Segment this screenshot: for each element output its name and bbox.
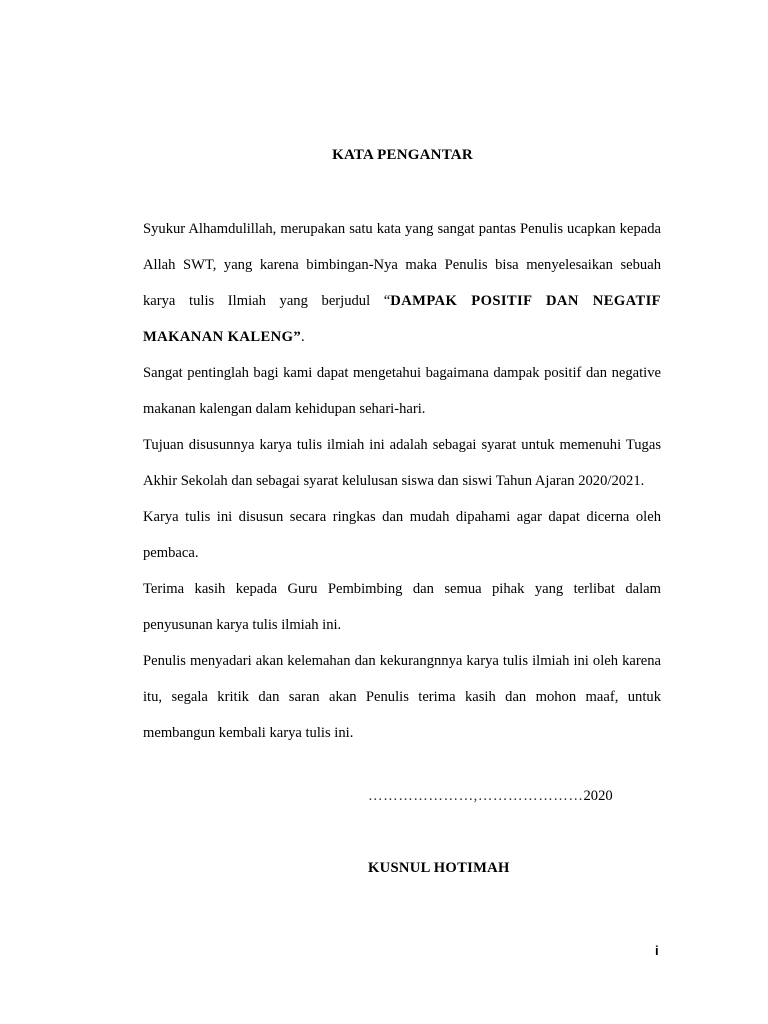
paragraph-intro [143, 211, 661, 355]
paragraph-purpose: Tujuan disusunnya karya tulis ilmiah ini adalah sebagai syarat untuk memenuhi Tugas Akhir Sekolah dan sebagai syarat kelulusan siswa dan siswi Tahun Ajaran 2020/2021. [143, 437, 661, 489]
paragraph-intro-text: Syukur Alhamdulillah, merupakan satu kata yang sangat pantas Penulis ucapkan kepada Allah SWT, yang karena bimbingan-Nya maka Penulis bisa menyelesaikan sebuah karya tulis Ilmiah yang berjudul “ [143, 221, 661, 309]
date-placeholder: ………………… [477, 788, 584, 804]
document-body [143, 211, 661, 751]
place-placeholder: …………………, [368, 788, 478, 804]
paragraph-summary: Karya tulis ini disusun secara ringkas dan mudah dipahami agar dapat dicerna oleh pembaca. [143, 509, 661, 561]
page-title: KATA PENGANTAR [332, 147, 473, 163]
page-number: i [655, 943, 659, 958]
paragraph-intro-end: . [301, 329, 305, 345]
dateline-year: 2020 [583, 788, 613, 804]
paragraph-importance: Sangat pentinglah bagi kami dapat mengetahui bagaimana dampak positif dan negative makanan kalengan dalam kehidupan sehari-hari. [143, 365, 661, 417]
paragraph-closing: Penulis menyadari akan kelemahan dan kekurangnnya karya tulis ilmiah ini oleh karena itu, segala kritik dan saran akan Penulis terima kasih dan mohon maaf, untuk membangun kembali karya tulis ini. [143, 653, 661, 741]
essay-title: DAMPAK POSITIF DAN NEGATIF MAKANAN KALENG” [143, 293, 661, 345]
paragraph-thanks: Terima kasih kepada Guru Pembimbing dan semua pihak yang terlibat dalam penyusunan karya tulis ilmiah ini. [143, 581, 661, 633]
dateline [368, 788, 613, 805]
author-name: KUSNUL HOTIMAH [368, 860, 510, 876]
